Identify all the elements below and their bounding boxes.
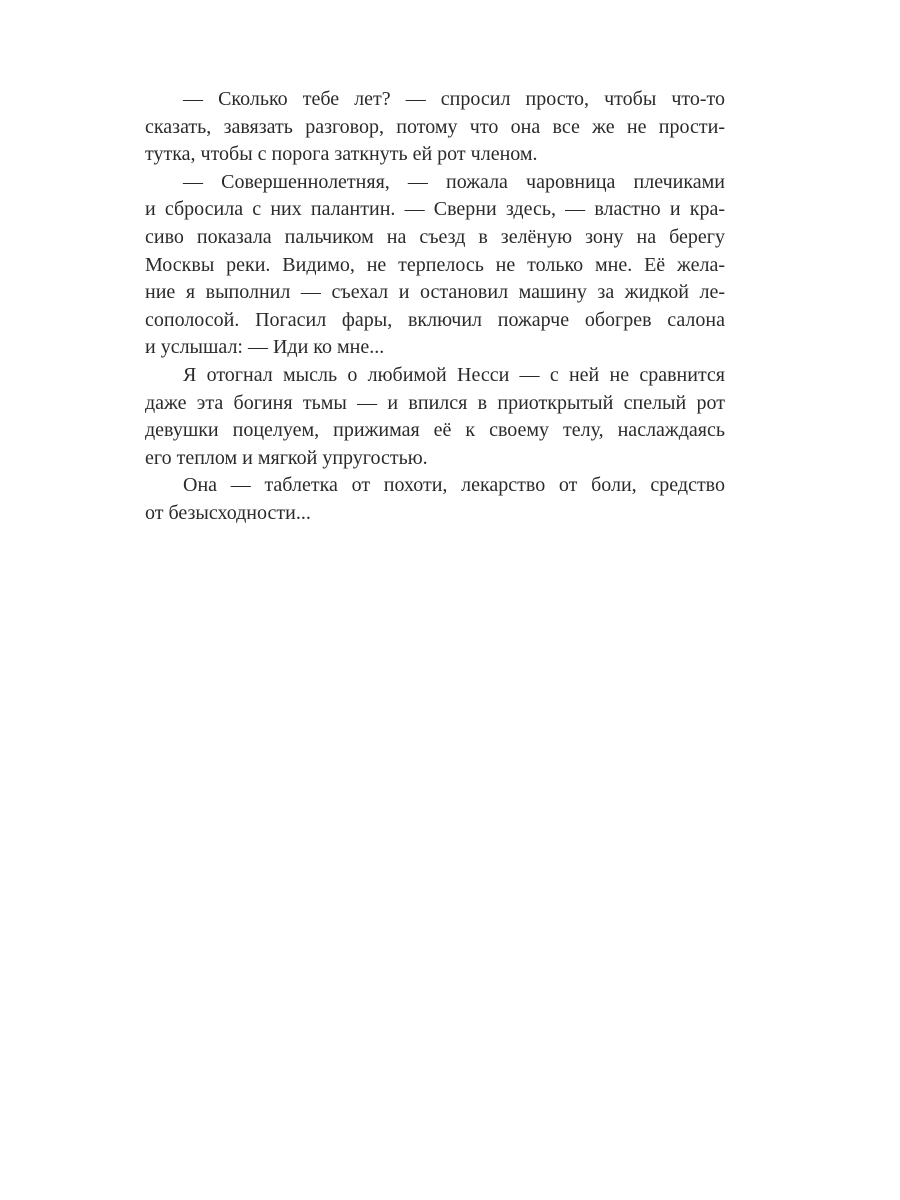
text-line: — Сколько тебе лет? — спросил просто, чтобы что-то bbox=[183, 88, 725, 110]
text-line: и сбросила с них палантин. — Сверни здесь, — властно и кра- bbox=[145, 198, 725, 221]
text-line: Москвы реки. Видимо, не терпелось не только мне. Её жела- bbox=[145, 253, 725, 276]
text-line: и услышал: — Иди ко мне... bbox=[145, 336, 385, 359]
paragraph bbox=[145, 472, 725, 527]
paragraph bbox=[145, 86, 725, 169]
text-line: даже эта богиня тьмы — и впился в приоткрытый спелый рот bbox=[145, 391, 725, 414]
text-line: Я отогнал мысль о любимой Несси — с ней не сравнится bbox=[183, 363, 725, 386]
paragraph bbox=[145, 362, 725, 472]
text-line: ние я выполнил — съехал и остановил машину за жидкой ле- bbox=[145, 281, 725, 304]
text-line: Она — таблетка от похоти, лекарство от боли, средство bbox=[183, 474, 725, 497]
page-body-text bbox=[145, 86, 725, 528]
paragraph bbox=[145, 169, 725, 362]
text-line: сказать, завязать разговор, потому что она все же не прости- bbox=[145, 115, 725, 138]
text-line: тутка, чтобы с порога заткнуть ей рот членом. bbox=[145, 143, 538, 166]
text-line: девушки поцелуем, прижимая её к своему телу, наслаждаясь bbox=[145, 419, 725, 442]
text-line: сополосой. Погасил фары, включил пожарче обогрев салона bbox=[145, 308, 725, 331]
text-line: — Совершеннолетняя, — пожала чаровница плечиками bbox=[183, 170, 725, 193]
text-line: от безысходности... bbox=[145, 501, 311, 524]
text-line: сиво показала пальчиком на съезд в зелёную зону на берегу bbox=[145, 225, 725, 248]
text-line: его теплом и мягкой упругостью. bbox=[145, 446, 428, 469]
